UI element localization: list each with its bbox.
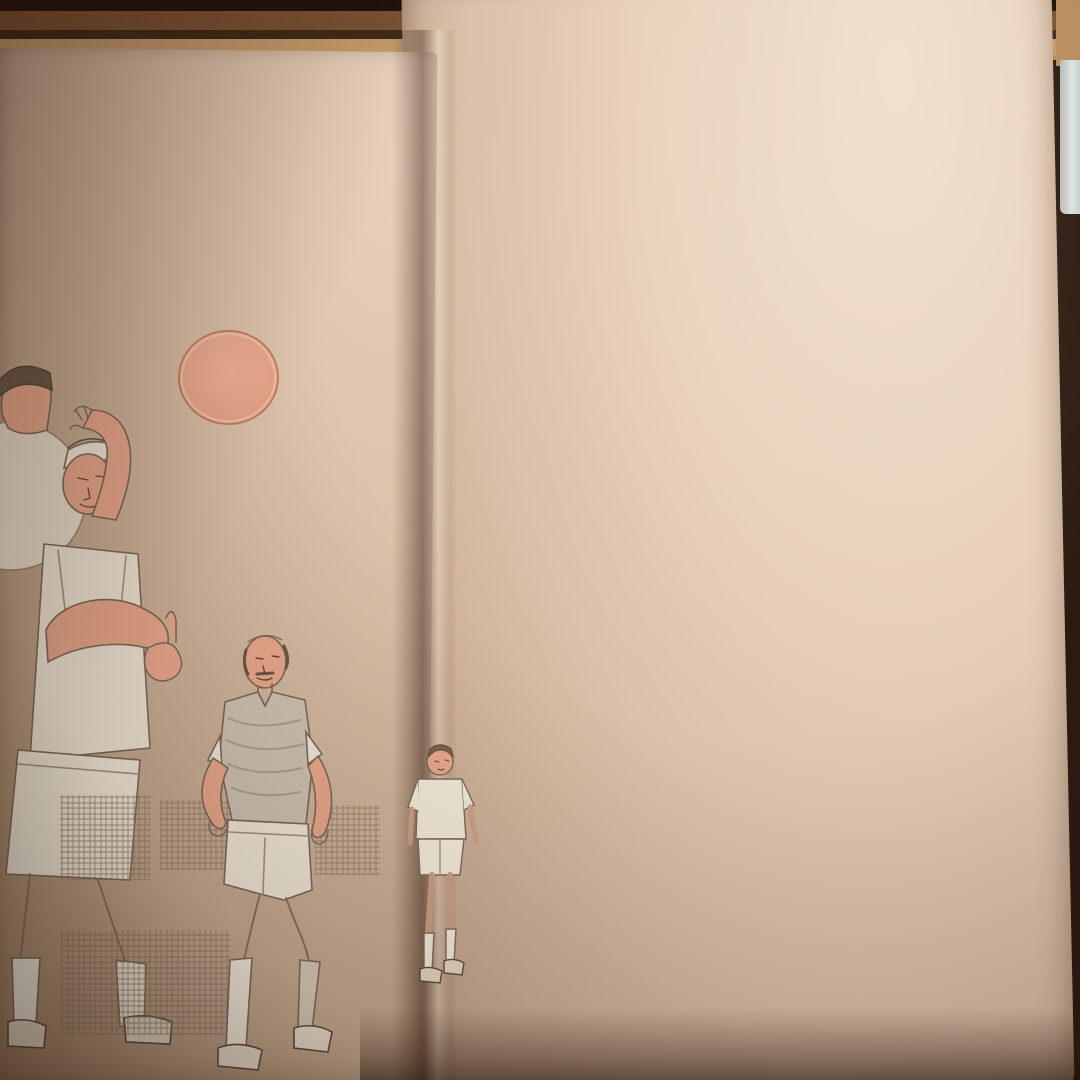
page-edge-tan (1056, 0, 1080, 66)
background-object-sliver (1060, 60, 1080, 214)
title-accent-circle (178, 330, 279, 425)
photo-right-edge (1062, 208, 1080, 1080)
bottom-shadow (360, 1008, 1080, 1080)
